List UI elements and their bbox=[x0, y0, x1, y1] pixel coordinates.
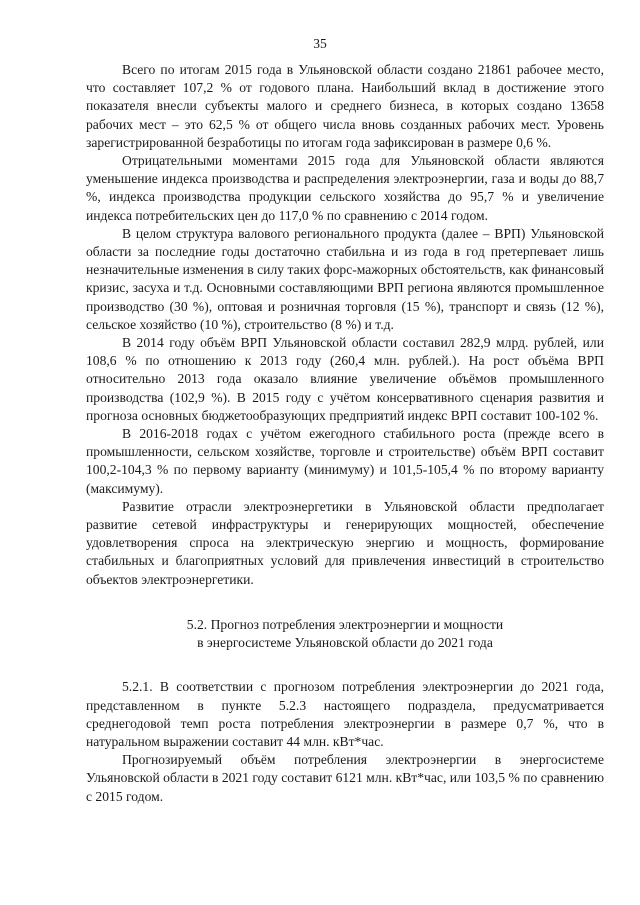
paragraph-consumption-growth: 5.2.1. В соответствии с прогнозом потребления электроэнергии до 2021 года, представленном в пункте 5.2.3 настоящего подраздела, предусматривается среднегодовой темп роста потребления электроэнергии в размере 0,7 %, что в натуральном выражении составит 44 млн. кВт*час. bbox=[86, 679, 604, 749]
paragraph-energy-development: Развитие отрасли электроэнергетики в Ульяновской области предполагает развитие сетевой инфраструктуры и генерирующих мощностей, обеспечение удовлетворения спроса на электрическую энергию и мощность, формирование стабильных и благоприятных условий для привлечения инвестиций в строительство объектов электроэнергетики. bbox=[86, 498, 604, 587]
document-body bbox=[86, 61, 604, 806]
section-heading bbox=[86, 616, 604, 652]
section-heading-line-1: 5.2. Прогноз потребления электроэнергии и мощности bbox=[186, 616, 504, 632]
page-number: 35 bbox=[313, 36, 327, 51]
paragraph-job-creation: Всего по итогам 2015 года в Ульяновской области создано 21861 рабочее место, что составляет 107,2 % от годового плана. Наибольший вклад в достижение этого показателя внесли субъекты малого и среднего бизнеса, в которых создано 13658 рабочих мест – это 62,5 % от общего числа вновь созданных рабочих мест. Уровень зарегистрированной безработицы по итогам года зафиксирован в размере 0,6 %. bbox=[86, 62, 604, 150]
paragraph-grp-2014: В 2014 году объём ВРП Ульяновской области составил 282,9 млрд. рублей, или 108,6 % по отношению к 2013 году (260,4 млн. рублей.). На рост объёма ВРП относительно 2013 года оказало влияние увеличение объёмов промышленного производства (102,9 %). В 2015 году с учётом консервативного сценария развития и прогноза основных бюджетообразующих предприятий индекс ВРП составит 100-102 %. bbox=[86, 335, 604, 423]
paragraph-consumption-2021: Прогнозируемый объём потребления электроэнергии в энергосистеме Ульяновской области в 2021 году составит 6121 млн. кВт*час, или 103,5 % по сравнению с 2015 годом. bbox=[86, 752, 604, 804]
section-heading-line-2: в энергосистеме Ульяновской области до 2021 года bbox=[197, 635, 493, 651]
paragraph-grp-forecast: В 2016-2018 годах с учётом ежегодного стабильного роста (прежде всего в промышленности, сельском хозяйстве, торговле и строительстве) объём ВРП составит 100,2-104,3 % по первому варианту (минимуму) и 101,5-105,4 % по второму варианту (максимуму). bbox=[86, 426, 604, 496]
paragraph-grp-structure: В целом структура валового регионального продукта (далее – ВРП) Ульяновской области за последние годы достаточно стабильна и из года в год претерпевает лишь незначительные изменения в силу таких форс-мажорных обстоятельств, как финансовый кризис, засуха и т.д. Основными составляющими ВРП региона являются промышленное производство (30 %), оптовая и розничная торговля (15 %), транспорт и связь (12 %), сельское хозяйство (10 %), строительство (8 %) и т.д. bbox=[86, 225, 604, 332]
paragraph-negative-factors: Отрицательными моментами 2015 года для Ульяновской области являются уменьшение индекса производства и распределения электроэнергии, газа и воды до 88,7 %, индекса производства продукции сельского хозяйства до 95,7 % и увеличение индекса потребительских цен до 117,0 % по сравнению с 2014 годом. bbox=[86, 153, 604, 223]
